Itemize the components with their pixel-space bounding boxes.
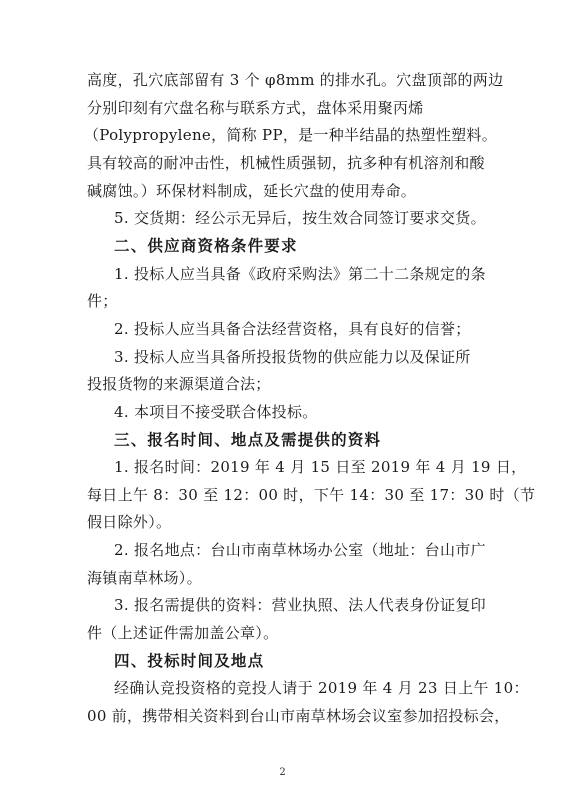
paragraph-line: 每日上午 8：30 至 12：00 时，下午 14：30 至 17：30 时（节	[87, 485, 536, 504]
paragraph-line: 3. 报名需提供的资料：营业执照、法人代表身份证复印	[114, 596, 486, 615]
paragraph-line: 海镇南草林场）。	[87, 568, 202, 587]
paragraph-line: 投报货物的来源渠道合法；	[87, 375, 271, 394]
paragraph-line: 1. 投标人应当具备《政府采购法》第二十二条规定的条	[114, 264, 486, 283]
paragraph-line: 2. 投标人应当具备合法经营资格，具有良好的信誉；	[114, 319, 471, 338]
paragraph-line: 5. 交货期：经公示无异后，按生效合同签订要求交货。	[114, 209, 486, 228]
paragraph-line: 00 前，携带相关资料到台山市南草林场会议室参加招投标会，	[87, 707, 510, 725]
paragraph-line: 件；	[87, 292, 118, 311]
paragraph-line: 碱腐蚀。）环保材料制成，延长穴盘的使用寿命。	[87, 181, 417, 200]
paragraph-line: 2. 报名地点：台山市南草林场办公室（地址：台山市广	[114, 541, 486, 560]
paragraph-line: 具有较高的耐冲击性，机械性质强韧，抗多种有机溶剂和酸	[87, 154, 485, 172]
paragraph-line: 假日除外）。	[87, 513, 172, 532]
paragraph-line: 分别印刻有穴盘名称与联系方式，盘体采用聚丙烯	[87, 98, 424, 117]
paragraph-line: 3. 投标人应当具备所投报货物的供应能力以及保证所	[114, 347, 471, 366]
paragraph-line: 4. 本项目不接受联合体投标。	[114, 402, 318, 421]
section-heading: 四、投标时间及地点	[114, 651, 265, 670]
paragraph-line: 件（上述证件需加盖公章）。	[87, 624, 279, 642]
paragraph-line: （Polypropylene，简称 PP，是一种半结晶的热塑性塑料。	[84, 126, 498, 145]
section-heading: 二、供应商资格条件要求	[114, 236, 298, 255]
paragraph-line: 高度，孔穴底部留有 3 个 φ8mm 的排水孔。穴盘顶部的两边	[87, 71, 504, 89]
paragraph-line: 1. 报名时间：2019 年 4 月 15 日至 2019 年 4 月 19 日，	[114, 458, 527, 477]
page-number: 2	[279, 767, 286, 778]
paragraph-line: 经确认竞投资格的竞投人请于 2019 年 4 月 23 日上午 10：	[114, 679, 529, 698]
section-heading: 三、报名时间、地点及需提供的资料	[114, 430, 382, 449]
